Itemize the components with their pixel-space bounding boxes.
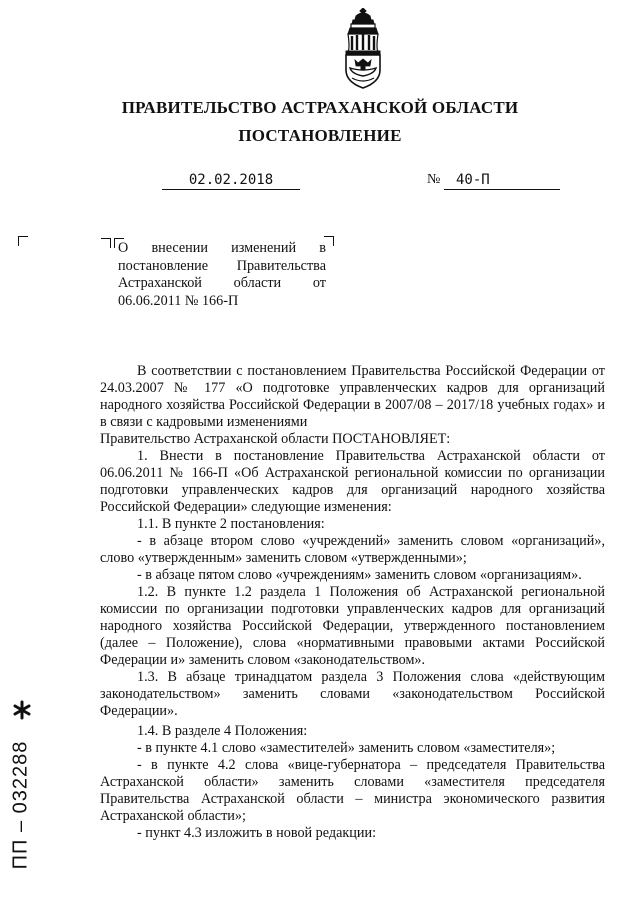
astrakhan-coat-of-arms-icon (338, 8, 388, 90)
body-paragraph: 1.2. В пункте 1.2 раздела 1 Положения об Астраханской региональной комиссии по организации подготовки управленческих кадров для организаций народного хозяйства Российской Федерации, утвержденного постановлением (далее – Положение), слова «нормативными правовыми актами Российской Федерации и» заменить словом «законодательством». (100, 584, 605, 668)
body-paragraph: В соответствии с постановлением Правительства Российской Федерации от 24.03.2007 № 177 «О подготовке управленческих кадров для организаций народного хозяйства Российской Федерации в 2007/08 – 2017/18 учебных годах» и в связи с кадровыми изменениями (100, 363, 605, 430)
body-paragraph: 1.4. В разделе 4 Положения: (137, 723, 308, 739)
body-paragraph: - в пункте 4.1 слово «заместителей» заменить словом «заместителя»; (137, 740, 556, 756)
body-paragraph: - в пункте 4.2 слова «вице-губернатора – председателя Правительства Астраханской области» заменить словами «заместителя председателя Правительства Астраханской области – министра экономического развития Астраханской области»; (100, 757, 605, 824)
body-paragraph: Правительство Астраханской области ПОСТАНОВЛЯЕТ: (100, 431, 451, 447)
document-number-label: № (427, 172, 441, 187)
registration-code-text: ПП – 032288 (9, 740, 32, 870)
corner-mark-bracket-1 (101, 238, 111, 248)
corner-mark-left (18, 236, 28, 246)
body-paragraph: 1.3. В абзаце тринадцатом раздела 3 Положения слова «действующим законодательством» заменить словами «законодательством Российской Федерации». (100, 669, 605, 719)
document-date: 02.02.2018 (162, 172, 300, 190)
document-subject: О внесении изменений в постановление Правительства Астраханской области от 06.06.2011 № 166-П (118, 240, 326, 309)
government-title: ПРАВИТЕЛЬСТВО АСТРАХАНСКОЙ ОБЛАСТИ (121, 98, 519, 117)
body-paragraph: - в абзаце пятом слово «учреждениям» заменить словом «организациям». (137, 567, 582, 583)
registration-code (4, 700, 38, 910)
body-paragraph: 1. Внести в постановление Правительства Астраханской области от 06.06.2011 № 166-П «Об Астраханской региональной комиссии по организации подготовки управленческих кадров для организаций народного хозяйства Российской Федерации» следующие изменения: (100, 448, 605, 515)
body-paragraph: 1.1. В пункте 2 постановления: (137, 516, 325, 532)
body-paragraph: - пункт 4.3 изложить в новой редакции: (137, 825, 377, 841)
document-type-title: ПОСТАНОВЛЕНИЕ (238, 126, 402, 145)
document-number: 40-П (444, 172, 560, 190)
body-paragraph: - в абзаце втором слово «учреждений» заменить словом «организаций», слово «утвержденным» заменить словом «утвержденными»; (100, 533, 605, 566)
document-body (100, 363, 605, 842)
